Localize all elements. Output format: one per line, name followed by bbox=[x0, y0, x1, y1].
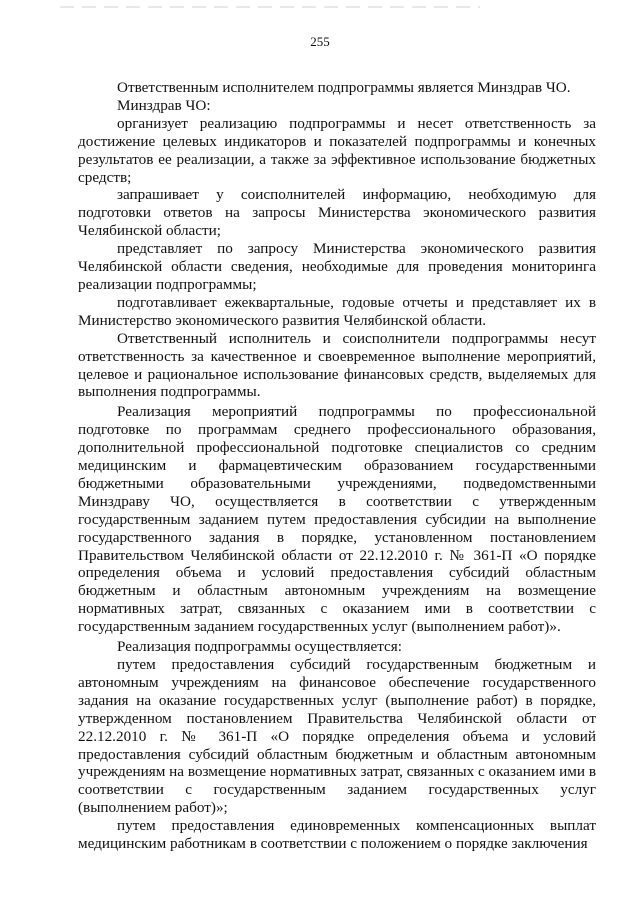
paragraph: путем предоставления субсидий государственным бюджетным и автономным учреждениям на финансовое обеспечение государственного задания на оказание государственных услуг (выполнение работ) в порядке, утвержденном постановлением Правительства Челябинской области от 22.12.2010 г. № 361-П «О порядке определения объема и условий предоставления субсидий областным бюджетным и областным автономным учреждениям на возмещение нормативных затрат, связанных с оказанием ими в соответствии с государственным заданием государственных услуг (выполнением работ)»; bbox=[78, 656, 596, 817]
paragraph: организует реализацию подпрограммы и несет ответственность за достижение целевых индикаторов и показателей подпрограммы и конечных результатов ее реализации, а также за эффективное использование бюджетных средств; bbox=[78, 114, 596, 186]
page-number: 255 bbox=[310, 34, 330, 49]
paragraph: Ответственный исполнитель и соисполнители подпрограммы несут ответственность за качественное и своевременное выполнение мероприятий, целевое и рациональное использование финансовых средств, выделяемых для выполнения подпрограммы. bbox=[78, 329, 596, 401]
paragraph: Ответственным исполнителем подпрограммы является Минздрав ЧО. bbox=[117, 79, 571, 96]
scan-artifact bbox=[60, 6, 480, 8]
paragraph: представляет по запросу Министерства экономического развития Челябинской области сведения, необходимые для проведения мониторинга реализации подпрограммы; bbox=[78, 240, 596, 293]
document-body bbox=[78, 79, 596, 853]
paragraph: подготавливает ежеквартальные, годовые отчеты и представляет их в Министерство экономического развития Челябинской области. bbox=[78, 293, 596, 329]
paragraph: Реализация подпрограммы осуществляется: bbox=[117, 638, 402, 656]
paragraph: запрашивает у соисполнителей информацию, необходимую для подготовки ответов на запросы Министерства экономического развития Челябинской области; bbox=[78, 186, 596, 240]
paragraph: Минздрав ЧО: bbox=[117, 96, 211, 114]
paragraph: Реализация мероприятий подпрограммы по профессиональной подготовке по программам среднего профессионального образования, дополнительной профессиональной подготовке специалистов со средним медицинским и фармацевтическим образованием государственными бюджетными образовательными учреждениями, подведомственными Минздраву ЧО, осуществляется в соответствии с утвержденным государственным заданием путем предоставления субсидии на выполнение государственного задания в порядке, установленном постановлением Правительством Челябинской области от 22.12.2010 г. № 361-П «О порядке определения объема и условий предоставления субсидий областным бюджетным и областным автономным учреждениям на возмещение нормативных затрат, связанных с оказанием ими в соответствии с государственным заданием государственных услуг (выполнением работ)». bbox=[78, 403, 596, 636]
paragraph: путем предоставления единовременных компенсационных выплат медицинским работникам в соответствии с положением о порядке заключения bbox=[78, 817, 596, 853]
